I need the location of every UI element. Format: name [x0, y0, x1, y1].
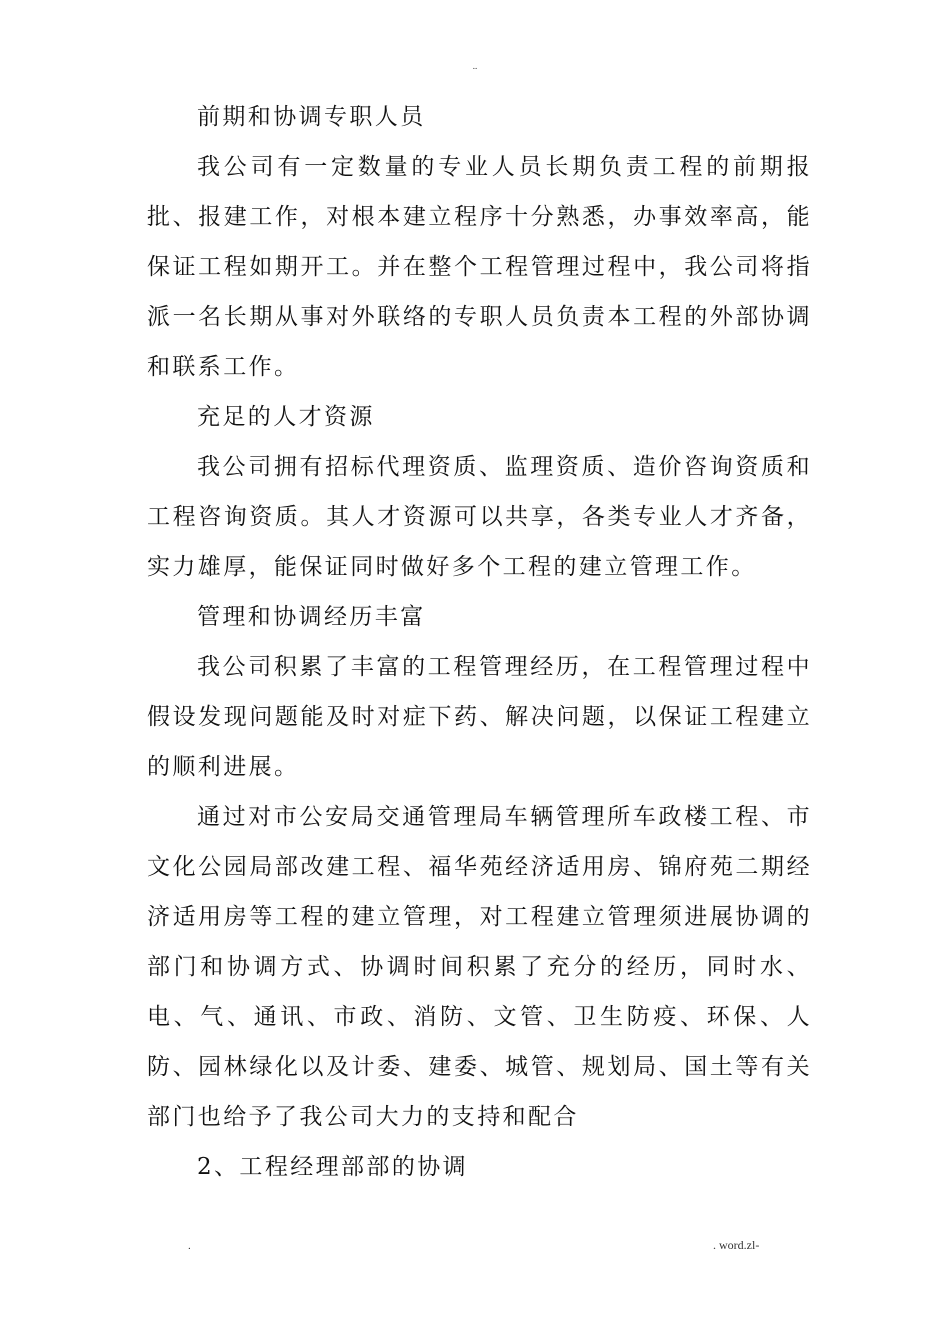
heading-talent-resources: 充足的人才资源: [197, 404, 375, 430]
paragraph-management-experience: 我公司积累了丰富的工程管理经历，在工程管理过程中假设发现问题能及时对症下药、解决问题，以保证工程建立的顺利进展。: [147, 654, 812, 780]
footer-right-mark: . word.zl-: [713, 1238, 760, 1252]
page-header-mark: ..: [472, 61, 478, 71]
paragraph-talent-resources: 我公司拥有招标代理资质、监理资质、造价咨询资质和工程咨询资质。其人才资源可以共享，各类专业人才齐备，实力雄厚，能保证同时做好多个工程的建立管理工作。: [147, 454, 812, 580]
document-body: [147, 92, 812, 1192]
heading-preliminary-coordination: 前期和协调专职人员: [197, 104, 426, 130]
heading-section-2: 2、工程经理部部的协调: [197, 1154, 469, 1180]
paragraph-preliminary-coordination: 我公司有一定数量的专业人员长期负责工程的前期报批、报建工作，对根本建立程序十分熟悉，办事效率高，能保证工程如期开工。并在整个工程管理过程中，我公司将指派一名长期从事对外联络的专职人员负责本工程的外部协调和联系工作。: [147, 154, 812, 380]
heading-management-experience: 管理和协调经历丰富: [197, 604, 426, 630]
paragraph-project-examples: 通过对市公安局交通管理局车辆管理所车政楼工程、市文化公园局部改建工程、福华苑经济适用房、锦府苑二期经济适用房等工程的建立管理，对工程建立管理须进展协调的部门和协调方式、协调时间积累了充分的经历，同时水、电、气、通讯、市政、消防、文管、卫生防疫、环保、人防、园林绿化以及计委、建委、城管、规划局、国土等有关部门也给予了我公司大力的支持和配合: [147, 804, 812, 1130]
footer-left-mark: .: [188, 1240, 191, 1252]
